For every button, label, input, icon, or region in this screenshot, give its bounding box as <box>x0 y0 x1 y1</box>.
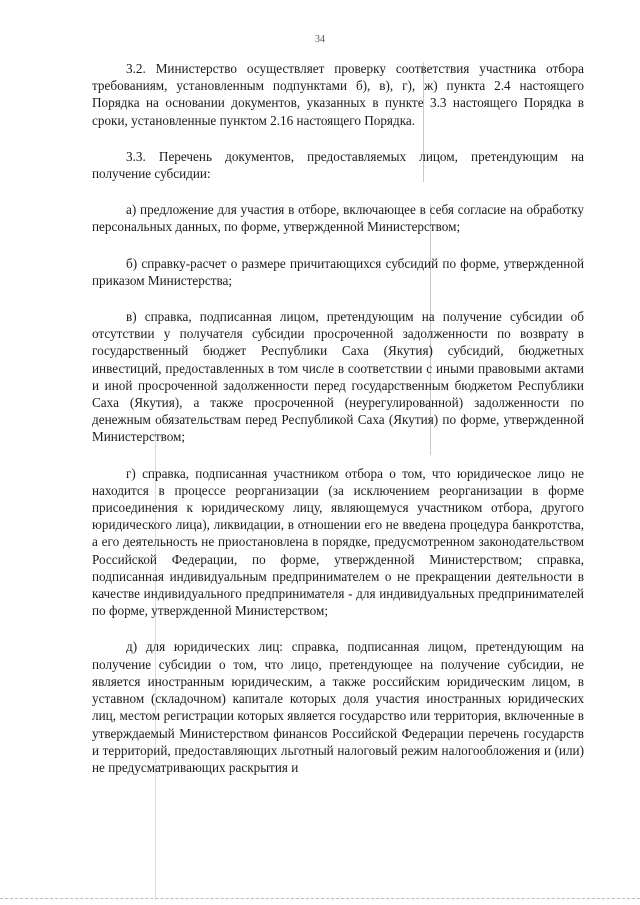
page-number: 34 <box>315 34 325 45</box>
list-item-v: в) справка, подписанная лицом, претендующим на получение субсидии об отсутствии у получателя субсидии просроченной задолженности по возврату в государственный бюджет Республики Саха (Якутия) субсидий, бюджетных инвестиций, предоставленных в том числе в соответствии с иными правовыми актами и иной просроченной задолженности перед государственным бюджетом Республики Саха (Якутия), а также просроченной (неурегулированной) задолженности по денежным обязательствам перед Республикой Саха (Якутия) по форме, утвержденной Министерством; <box>92 309 584 445</box>
list-item-a: а) предложение для участия в отборе, включающее в себя согласие на обработку персональных данных, по форме, утвержденной Министерством; <box>92 202 584 235</box>
list-item-d: д) для юридических лиц: справка, подписанная лицом, претендующим на получение субсидии о том, что лицо, претендующее на получение субсидии, не является иностранным юридическим, а также российским юридическим лицом, в уставном (складочном) капитале которых доля участия иностранных юридических лиц, местом регистрации которых является государство или территория, включенные в утверждаемый Министерством финансов Российской Федерации перечень государств и территорий, предоставляющих льготный налоговый режим налогообложения и (или) не предусматривающих раскрытия и <box>92 639 584 775</box>
paragraph-3-2: 3.2. Министерство осуществляет проверку соответствия участника отбора требованиям, установленным подпунктами б), в), г), ж) пункта 2.4 настоящего Порядка на основании документов, указанных в пункте 3.3 настоящего Порядка в сроки, установленные пунктом 2.16 настоящего Порядка. <box>92 61 584 128</box>
scan-bottom-edge <box>0 898 640 899</box>
document-body <box>92 60 584 776</box>
list-item-g: г) справка, подписанная участником отбора о том, что юридическое лицо не находится в процессе реорганизации (за исключением реорганизации в форме присоединения к юридическому лицу, являющемуся участником отбора, другого юридического лица), ликвидации, в отношении его не введена процедура банкротства, а его деятельность не приостановлена в порядке, предусмотренном законодательством Российской Федерации, по форме, утвержденной Министерством; справка, подписанная индивидуальным предпринимателем о не прекращении деятельности в качестве индивидуального предпринимателя - для индивидуальных предпринимателей по форме, утвержденной Министерством; <box>92 465 584 619</box>
list-item-b: б) справку-расчет о размере причитающихся субсидий по форме, утвержденной приказом Министерства; <box>92 255 584 288</box>
paragraph-3-3: 3.3. Перечень документов, предоставляемых лицом, претендующим на получение субсидии: <box>92 148 584 182</box>
